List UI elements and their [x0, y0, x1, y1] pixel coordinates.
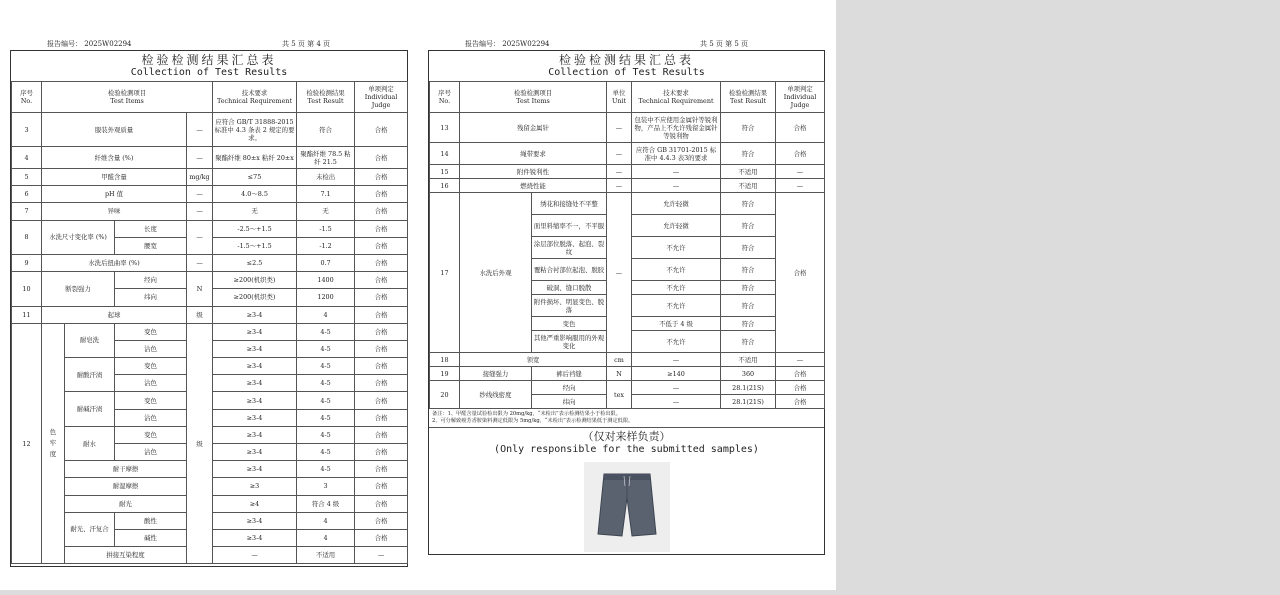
cell-req: ≥3-4	[213, 358, 297, 375]
cell-no: 13	[430, 113, 460, 143]
cell-judge: 合格	[355, 426, 408, 443]
cell-req: —	[632, 179, 721, 193]
col-req	[632, 82, 721, 113]
cell-item: 纱线线密度	[460, 381, 532, 409]
cell-item: 起球	[42, 306, 187, 323]
cell-req: 允许轻微	[632, 193, 721, 215]
col-item-zh: 检验检测项目	[513, 89, 553, 97]
cell-item: 甲醛含量	[42, 169, 187, 186]
cell-result: 4-5	[297, 392, 355, 409]
cell-group-label: 色牢度	[49, 428, 57, 458]
cell-unit: —	[187, 147, 213, 169]
cell-req: —	[632, 381, 721, 395]
cell-subitem: 沾色	[115, 409, 187, 426]
cell-req: —	[632, 165, 721, 179]
cell-req: 应符合 GB/T 31888-2015 标准中 4.3 条表 2 规定的要求。	[213, 113, 297, 147]
cell-result: 4-5	[297, 375, 355, 392]
cell-result: 360	[721, 367, 776, 381]
cell-result: 聚酯纤维 78.5 粘纤 21.5	[297, 147, 355, 169]
cell-judge: 合格	[355, 306, 408, 323]
cell-result: 4-5	[297, 323, 355, 340]
cell-judge: 合格	[355, 237, 408, 254]
page-indicator: 共 5 页 第 5 页	[700, 40, 749, 48]
cell-result: 4	[297, 529, 355, 546]
cell-req: ≥3-4	[213, 461, 297, 478]
cell-subitem: 覆粘合衬部位起泡、脱胶	[532, 259, 607, 281]
cell-subitem: 破洞、缝口脱散	[532, 281, 607, 295]
title-en: Collection of Test Results	[548, 67, 705, 78]
cell-no: 16	[430, 179, 460, 193]
cell-judge: 合格	[355, 409, 408, 426]
cell-subitem: 变色	[115, 323, 187, 340]
results-frame	[428, 50, 825, 555]
table-row	[12, 147, 408, 169]
cell-item: 水洗尺寸变化率 (%)	[42, 220, 115, 254]
cell-result: 符合	[721, 317, 776, 331]
cell-subgroup: 耐湿摩擦	[65, 478, 187, 495]
cell-subitem: 裤后裆缝	[532, 367, 607, 381]
cell-unit: 级	[187, 306, 213, 323]
cell-unit: tex	[607, 381, 632, 409]
cell-subitem: 碱性	[115, 529, 187, 546]
cell-req: 包装中不应使用金属针等锐利物，产品上不允许残留金属针等锐利物	[632, 113, 721, 143]
table-row	[430, 143, 825, 165]
report-page-5	[428, 36, 825, 555]
cell-subitem: 沾色	[115, 340, 187, 357]
results-frame	[10, 50, 408, 567]
col-no-zh: 序号	[438, 89, 451, 97]
cell-subitem: 涂层部位脱落、起泡、裂纹	[532, 237, 607, 259]
report-number	[47, 39, 132, 49]
cell-subgroup: 耐碱汗渍	[65, 392, 115, 426]
cell-subgroup: 耐干摩擦	[65, 461, 187, 478]
cell-req: ≤75	[213, 169, 297, 186]
col-judge-zh: 单项判定	[368, 85, 394, 93]
cell-judge: 合格	[355, 220, 408, 237]
cell-req: 4.0～8.5	[213, 186, 297, 203]
notes	[429, 409, 824, 428]
cell-req: 不允许	[632, 295, 721, 317]
cell-subgroup: 耐光、汗复合	[65, 512, 115, 546]
cell-judge: 合格	[355, 375, 408, 392]
cell-judge: 合格	[355, 461, 408, 478]
cell-result: 4-5	[297, 444, 355, 461]
col-unit-zh: 单位	[612, 89, 626, 97]
cell-result: 4	[297, 306, 355, 323]
title-zh: 检验检测结果汇总表	[141, 53, 277, 67]
cell-result: 符合	[721, 295, 776, 317]
cell-result: 4-5	[297, 409, 355, 426]
cell-unit: —	[187, 113, 213, 147]
cell-req: ≥3	[213, 478, 297, 495]
col-result-zh: 检验检测结果	[306, 89, 345, 97]
title-zh: 检验检测结果汇总表	[558, 53, 694, 67]
cell-result: 4-5	[297, 358, 355, 375]
col-no-en: No.	[20, 97, 33, 105]
cell-judge: 合格	[355, 478, 408, 495]
col-item	[460, 82, 607, 113]
cell-result: 4-5	[297, 461, 355, 478]
cell-no: 3	[12, 113, 42, 147]
responsibility-zh: （仅对来样负责）	[582, 430, 671, 443]
cell-judge: 合格	[355, 203, 408, 220]
cell-unit: N	[187, 272, 213, 306]
cell-req: ≥3-4	[213, 444, 297, 461]
cell-unit: —	[607, 113, 632, 143]
cell-req: 无	[213, 203, 297, 220]
cell-subgroup: 拼接互染程度	[65, 547, 187, 564]
cell-item: 燃烧性能	[460, 179, 607, 193]
cell-result: 不适用	[721, 353, 776, 367]
table-header-row	[430, 82, 825, 113]
table-row	[430, 353, 825, 367]
cell-req: 不低于 4 级	[632, 317, 721, 331]
sample-photo	[584, 462, 670, 552]
cell-no: 5	[12, 169, 42, 186]
col-no	[12, 82, 42, 113]
cell-subgroup: 耐皂洗	[65, 323, 115, 357]
cell-judge: 合格	[776, 381, 825, 395]
table-row	[430, 113, 825, 143]
cell-req: ≥3-4	[213, 409, 297, 426]
cell-item: 异味	[42, 203, 187, 220]
cell-req: ≥3-4	[213, 375, 297, 392]
cell-req: 不允许	[632, 259, 721, 281]
cell-req: 不允许	[632, 237, 721, 259]
cell-subitem: 经向	[532, 381, 607, 395]
cell-result: 符合	[297, 113, 355, 147]
cell-req: -2.5～+1.5	[213, 220, 297, 237]
col-result-zh: 检验检测结果	[728, 89, 768, 97]
cell-subitem: 长度	[115, 220, 187, 237]
cell-no: 17	[430, 193, 460, 353]
col-req	[213, 82, 297, 113]
col-unit	[607, 82, 632, 113]
cell-judge: 合格	[776, 193, 825, 353]
table-row	[430, 193, 825, 215]
col-req-en: Technical Requirement	[638, 97, 714, 105]
cell-item: 领宽	[460, 353, 607, 367]
cell-no: 19	[430, 367, 460, 381]
cell-judge: 合格	[355, 147, 408, 169]
cell-subitem: 酸性	[115, 512, 187, 529]
cell-no: 15	[430, 165, 460, 179]
cell-group	[42, 323, 65, 564]
cell-item: 服装外观质量	[42, 113, 187, 147]
cell-result: 4-5	[297, 340, 355, 357]
cell-req: -1.5～+1.5	[213, 237, 297, 254]
col-judge-en: Individual Judge	[364, 93, 398, 109]
cell-judge: 合格	[355, 323, 408, 340]
cell-result: 3	[297, 478, 355, 495]
cell-subitem: 沾色	[115, 375, 187, 392]
table-row	[12, 186, 408, 203]
cell-subitem: 纬向	[115, 289, 187, 306]
shorts-icon	[584, 462, 670, 552]
table-row	[12, 323, 408, 340]
cell-req: ≥3-4	[213, 392, 297, 409]
cell-req: —	[213, 547, 297, 564]
table-row	[12, 169, 408, 186]
page-header	[10, 36, 408, 50]
cell-judge: 合格	[355, 340, 408, 357]
cell-item: 纤维含量 (%)	[42, 147, 187, 169]
cell-judge: 合格	[355, 254, 408, 271]
report-number-value: 2025W02294	[84, 40, 132, 48]
cell-judge: 合格	[355, 113, 408, 147]
col-item-zh: 检验检测项目	[107, 89, 147, 97]
cell-no: 7	[12, 203, 42, 220]
cell-judge: 合格	[355, 392, 408, 409]
cell-result: 28.1(21S)	[721, 395, 776, 409]
cell-subitem: 变色	[115, 392, 187, 409]
cell-subgroup: 耐水	[65, 426, 115, 460]
cell-unit: —	[187, 254, 213, 271]
report-number-label: 报告编号：	[465, 40, 500, 48]
cell-subitem: 经向	[115, 272, 187, 289]
cell-subitem: 变色	[115, 426, 187, 443]
page-header	[428, 36, 825, 50]
cell-result: 1400	[297, 272, 355, 289]
cell-unit: —	[187, 220, 213, 254]
cell-req: 不允许	[632, 281, 721, 295]
cell-req: ≥140	[632, 367, 721, 381]
col-no-zh: 序号	[20, 89, 33, 97]
cell-item: 绳带要求	[460, 143, 607, 165]
cell-no: 18	[430, 353, 460, 367]
report-number-label: 报告编号：	[47, 40, 82, 48]
cell-subitem: 沾色	[115, 444, 187, 461]
cell-req: ≥3-4	[213, 529, 297, 546]
report-number-value: 2025W02294	[502, 40, 550, 48]
cell-subitem: 其他严重影响服用的外观变化	[532, 331, 607, 353]
cell-result: 不适用	[721, 165, 776, 179]
report-page-4	[10, 36, 408, 567]
cell-judge: 合格	[776, 395, 825, 409]
cell-item: 残留金属针	[460, 113, 607, 143]
table-row	[12, 113, 408, 147]
cell-result: 符合	[721, 143, 776, 165]
report-number	[465, 39, 550, 49]
cell-unit: —	[607, 143, 632, 165]
col-judge-zh: 单项判定	[787, 85, 813, 93]
cell-judge: 合格	[776, 143, 825, 165]
cell-result: 4	[297, 512, 355, 529]
cell-result: 符合	[721, 281, 776, 295]
note-1: 备注：1、甲醛含量试验检出限为 20mg/kg，“未检出”表示检测结果小于检出限。	[432, 411, 621, 417]
cell-judge: —	[776, 165, 825, 179]
results-table	[429, 81, 825, 409]
cell-subgroup: 耐酸汗渍	[65, 358, 115, 392]
cell-req: ≥3-4	[213, 340, 297, 357]
cell-item: 水洗后扭曲率 (%)	[42, 254, 187, 271]
cell-result: 1200	[297, 289, 355, 306]
cell-item: 接缝强力	[460, 367, 532, 381]
title-en: Collection of Test Results	[130, 67, 288, 78]
cell-no: 4	[12, 147, 42, 169]
cell-result: 符合	[721, 193, 776, 215]
col-result	[297, 82, 355, 113]
cell-req: ≥3-4	[213, 426, 297, 443]
col-no-en: No.	[438, 97, 451, 105]
table-row	[12, 306, 408, 323]
cell-judge: 合格	[355, 495, 408, 512]
cell-item: 水洗后外观	[460, 193, 532, 353]
table-row	[12, 203, 408, 220]
cell-unit: mg/kg	[187, 169, 213, 186]
col-result-en: Test Result	[729, 97, 767, 105]
cell-subitem: 腰宽	[115, 237, 187, 254]
cell-req: 聚酯纤维 80±x 粘纤 20±x	[213, 147, 297, 169]
cell-req: ≥3-4	[213, 512, 297, 529]
table-row	[430, 367, 825, 381]
table-row	[12, 220, 408, 237]
cell-result: -1.2	[297, 237, 355, 254]
col-item-en: Test Items	[516, 97, 550, 105]
cell-no: 11	[12, 306, 42, 323]
cell-req: 允许轻微	[632, 215, 721, 237]
results-table	[11, 81, 408, 564]
cell-unit: N	[607, 367, 632, 381]
col-item-en: Test Items	[110, 97, 144, 105]
cell-judge: —	[776, 353, 825, 367]
cell-unit: 级	[187, 323, 213, 564]
cell-item: pH 值	[42, 186, 187, 203]
cell-judge: 合格	[355, 272, 408, 289]
cell-unit: —	[607, 165, 632, 179]
cell-result: 7.1	[297, 186, 355, 203]
table-row	[430, 179, 825, 193]
col-req-zh: 技术要求	[663, 89, 689, 97]
note-2: 2、可分解致癌芳香胺染料测定低限为 5mg/kg，“未检出”表示检测结果低于测定低限。	[432, 418, 634, 424]
col-judge	[355, 82, 408, 113]
cell-subitem: 面里料缩率不一，不平服	[532, 215, 607, 237]
responsibility-en: (Only responsible for the submitted samples)	[494, 444, 759, 455]
cell-no: 20	[430, 381, 460, 409]
col-result-en: Test Result	[307, 97, 344, 105]
cell-result: 符合	[721, 331, 776, 353]
cell-judge: 合格	[776, 367, 825, 381]
cell-req: —	[632, 395, 721, 409]
cell-subitem: 变色	[532, 317, 607, 331]
col-judge	[776, 82, 825, 113]
cell-result: 符合	[721, 237, 776, 259]
cell-subitem: 绣花和接缝处不平整	[532, 193, 607, 215]
cell-req: ≤2.5	[213, 254, 297, 271]
cell-unit: —	[187, 203, 213, 220]
cell-judge: —	[776, 179, 825, 193]
cell-judge: 合格	[355, 512, 408, 529]
cell-req: 不允许	[632, 331, 721, 353]
cell-req: ≥3-4	[213, 306, 297, 323]
cell-judge: 合格	[355, 289, 408, 306]
cell-result: 符合	[721, 215, 776, 237]
cell-judge: 合格	[355, 169, 408, 186]
cell-judge: 合格	[776, 113, 825, 143]
col-no	[430, 82, 460, 113]
cell-unit: —	[187, 186, 213, 203]
col-req-en: Technical Requirement	[216, 97, 293, 105]
cell-result: 符合 4 级	[297, 495, 355, 512]
cell-no: 12	[12, 323, 42, 564]
cell-subitem: 变色	[115, 358, 187, 375]
col-unit-en: Unit	[611, 97, 627, 105]
cell-result: 4-5	[297, 426, 355, 443]
cell-subitem: 纬向	[532, 395, 607, 409]
cell-judge: 合格	[355, 529, 408, 546]
cell-unit: —	[607, 179, 632, 193]
table-row	[12, 272, 408, 289]
cell-result: -1.5	[297, 220, 355, 237]
col-result	[721, 82, 776, 113]
cell-item: 附件锐利性	[460, 165, 607, 179]
cell-req: ≥200(机织类)	[213, 289, 297, 306]
cell-judge: 合格	[355, 358, 408, 375]
cell-no: 14	[430, 143, 460, 165]
cell-result: 未检出	[297, 169, 355, 186]
col-judge-en: Individual Judge	[783, 93, 817, 109]
page-indicator: 共 5 页 第 4 页	[282, 40, 331, 48]
table-row	[12, 254, 408, 271]
cell-no: 8	[12, 220, 42, 254]
col-item	[42, 82, 213, 113]
cell-judge: 合格	[355, 186, 408, 203]
cell-result: 无	[297, 203, 355, 220]
cell-result: 不适用	[297, 547, 355, 564]
cell-unit: —	[607, 193, 632, 353]
cell-req: ≥4	[213, 495, 297, 512]
cell-result: 符合	[721, 113, 776, 143]
cell-result: 不适用	[721, 179, 776, 193]
cell-req: ≥200(机织类)	[213, 272, 297, 289]
cell-result: 符合	[721, 259, 776, 281]
cell-judge: —	[355, 547, 408, 564]
cell-no: 9	[12, 254, 42, 271]
table-row	[430, 165, 825, 179]
cell-req: ≥3-4	[213, 323, 297, 340]
cell-unit: cm	[607, 353, 632, 367]
cell-no: 10	[12, 272, 42, 306]
col-req-zh: 技术要求	[241, 89, 268, 97]
cell-req: —	[632, 353, 721, 367]
cell-subgroup: 耐光	[65, 495, 187, 512]
cell-result: 28.1(21S)	[721, 381, 776, 395]
cell-subitem: 附件损坏、明显变色、脱落	[532, 295, 607, 317]
cell-item: 断裂强力	[42, 272, 115, 306]
table-row	[430, 381, 825, 395]
cell-no: 6	[12, 186, 42, 203]
cell-judge: 合格	[355, 444, 408, 461]
table-header-row	[12, 82, 408, 113]
cell-result: 0.7	[297, 254, 355, 271]
cell-req: 应符合 GB 31701-2015 标准中 4.4.3 表3的要求	[632, 143, 721, 165]
